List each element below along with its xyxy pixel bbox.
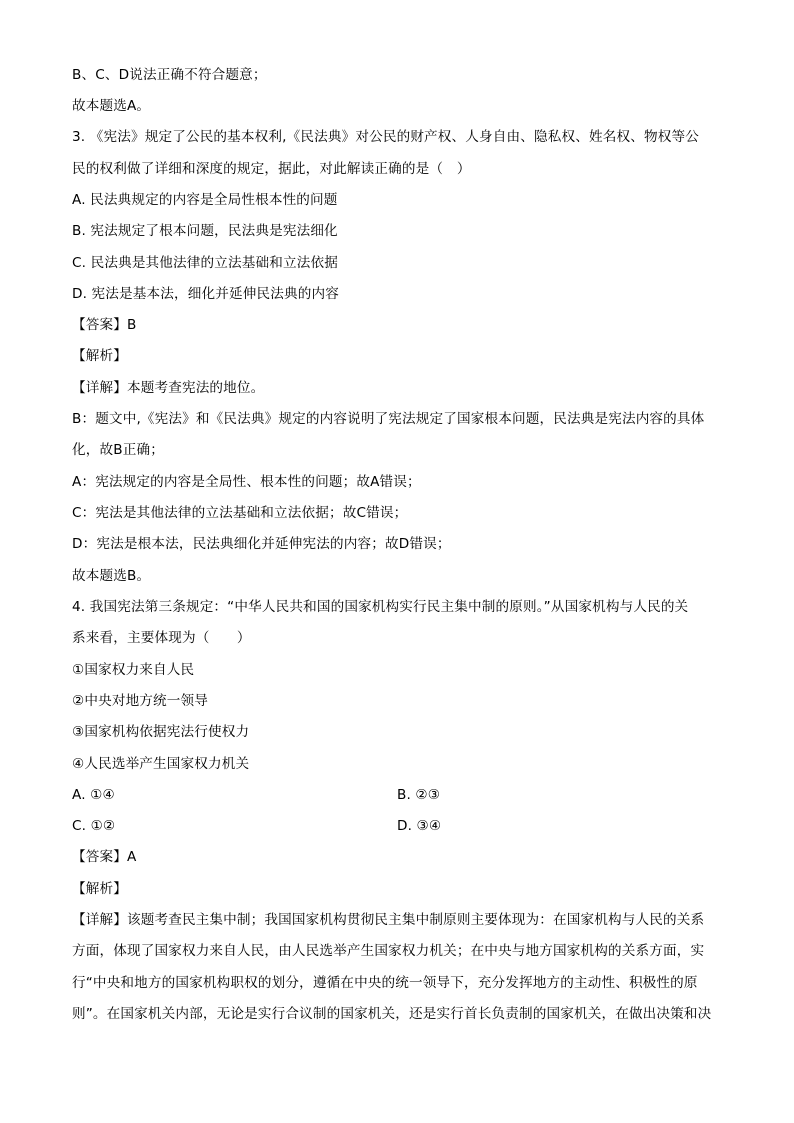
question-4-statement: ②中央对地方统一领导	[72, 693, 209, 709]
answer-label: 【答案】A	[72, 849, 137, 865]
question-3-option-c: C. 民法典是其他法律的立法基础和立法依据	[72, 255, 338, 271]
question-4-option-b: B. ②③	[397, 787, 441, 803]
analysis-label: 【解析】	[72, 348, 127, 364]
question-4-option-c: C. ①②	[72, 818, 116, 834]
question-4-statement: ④人民选举产生国家权力机关	[72, 756, 250, 772]
question-4-statement: ①国家权力来自人民	[72, 662, 195, 678]
text-line: 故本题选A。	[72, 98, 151, 114]
answer-label: 【答案】B	[72, 317, 137, 333]
text-line: B、C、D说法正确不符合题意；	[72, 67, 267, 83]
question-3-option-a: A. 民法典规定的内容是全局性根本性的问题	[72, 192, 338, 208]
question-4-stem: 4. 我国宪法第三条规定：“中华人民共和国的国家机构实行民主集中制的原则。”从国家机构与人民的关	[72, 599, 689, 615]
detail-text: D：宪法是根本法，民法典细化并延伸宪法的内容；故D错误；	[72, 536, 451, 552]
question-4-statement: ③国家机构依据宪法行使权力	[72, 724, 250, 740]
question-3-option-b: B. 宪法规定了根本问题，民法典是宪法细化	[72, 223, 338, 239]
detail-text: 方面，体现了国家权力来自人民，由人民选举产生国家权力机关；在中央与地方国家机构的关系方面，实	[72, 943, 705, 959]
question-4-option-a: A. ①④	[72, 787, 115, 803]
detail-text: C：宪法是其他法律的立法基础和立法依据；故C错误；	[72, 505, 408, 521]
detail-text: 则”。在国家机关内部，无论是实行合议制的国家机关，还是实行首长负责制的国家机关，在做出决策和决	[72, 1006, 712, 1022]
question-4-option-d: D. ③④	[397, 818, 442, 834]
detail-text: 行“中央和地方的国家机构职权的划分，遵循在中央的统一领导下，充分发挥地方的主动性、积极性的原	[72, 975, 698, 991]
detail-text: 【详解】该题考查民主集中制；我国国家机构贯彻民主集中制原则主要体现为：在国家机构与人民的关系	[72, 912, 705, 928]
question-3-stem: 3. 《宪法》规定了公民的基本权利,《民法典》对公民的财产权、人身自由、隐私权、姓名权、物权等公	[72, 129, 699, 145]
question-3-stem: 民的权利做了详细和深度的规定，据此，对此解读正确的是（ ）	[72, 161, 471, 177]
text-line: 故本题选B。	[72, 568, 151, 584]
question-3-option-d: D. 宪法是基本法，细化并延伸民法典的内容	[72, 286, 339, 302]
detail-text: A：宪法规定的内容是全局性、根本性的问题；故A错误；	[72, 474, 421, 490]
detail-text: 化，故B正确；	[72, 442, 164, 458]
detail-text: 【详解】本题考查宪法的地位。	[72, 380, 265, 396]
question-4-stem: 系来看，主要体现为（ ）	[72, 630, 251, 646]
detail-text: B：题文中,《宪法》和《民法典》规定的内容说明了宪法规定了国家根本问题，民法典是宪法内容的具体	[72, 411, 705, 427]
analysis-label: 【解析】	[72, 881, 127, 897]
